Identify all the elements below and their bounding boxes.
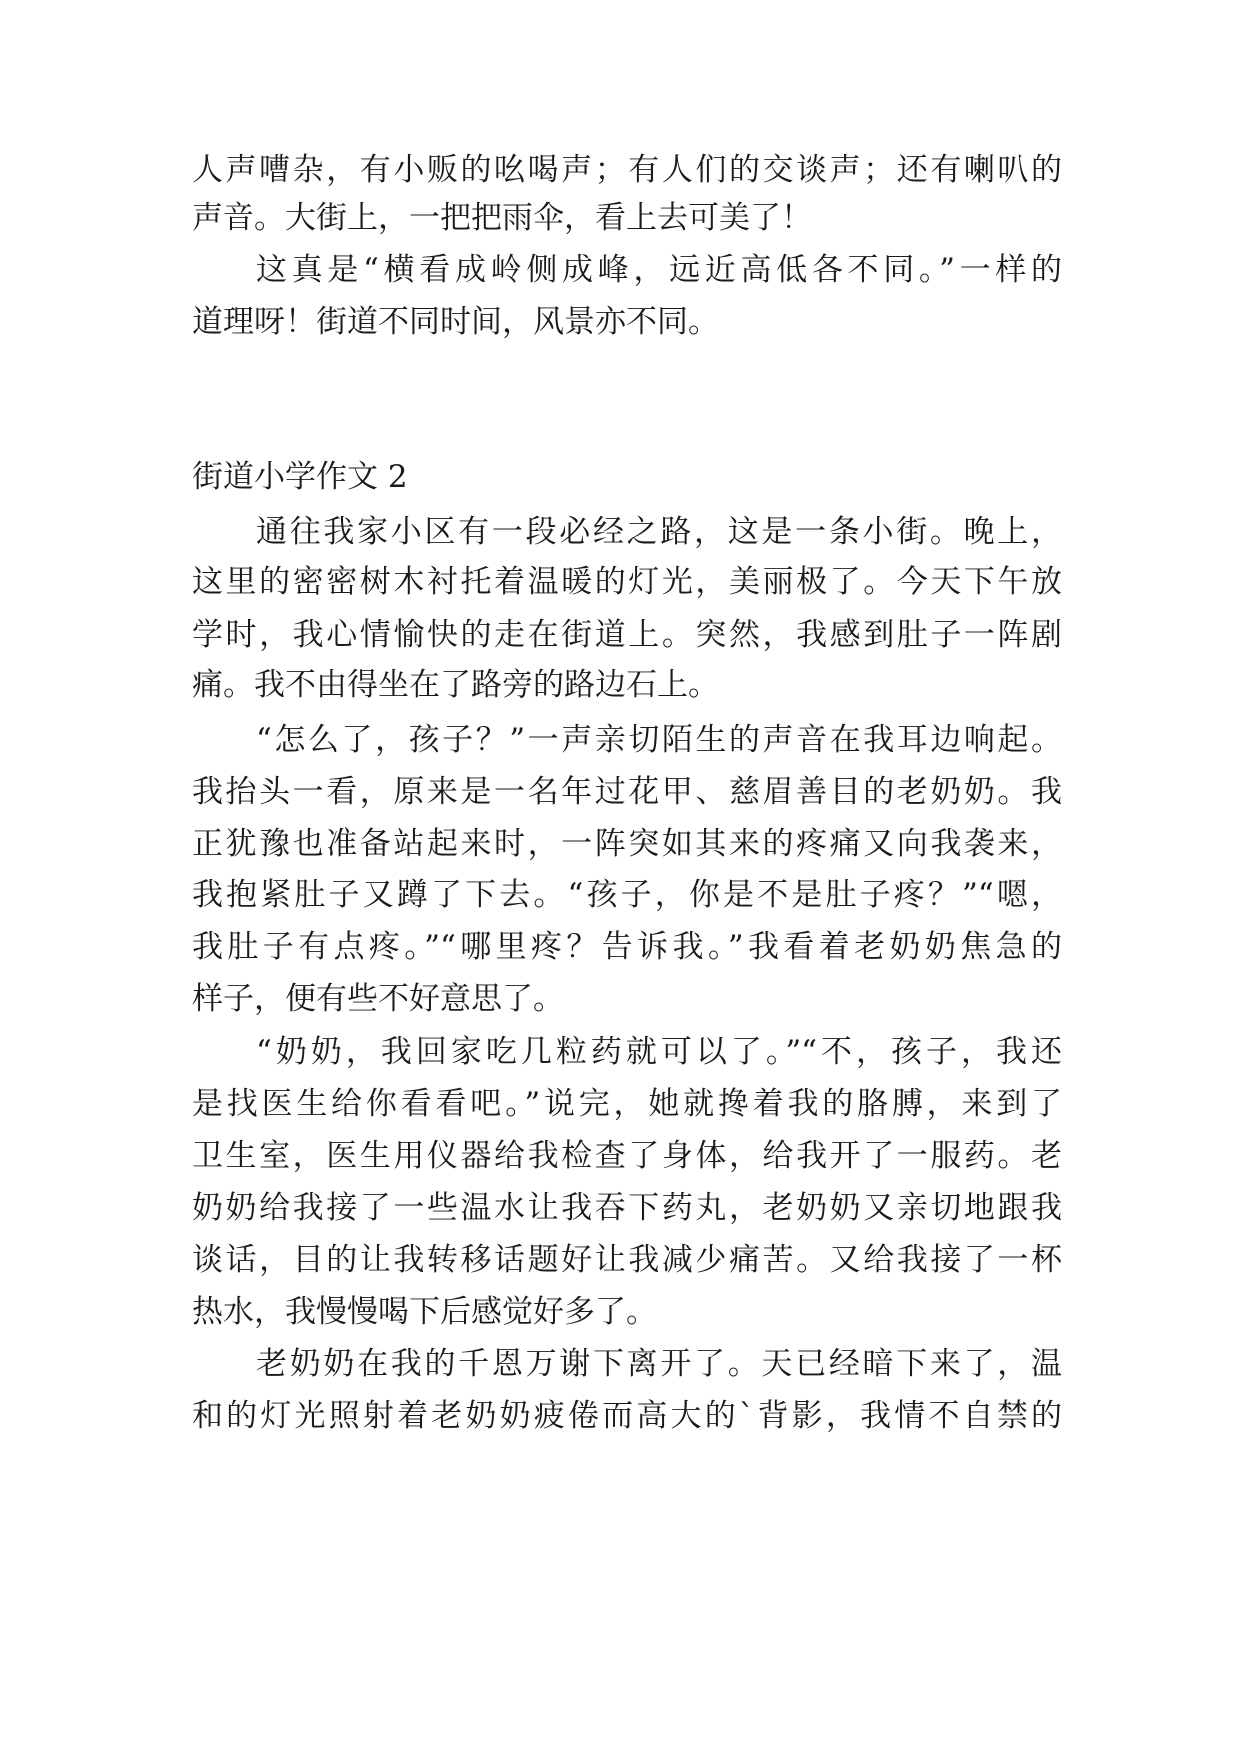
text-line: 是找医生给你看看吧。”说完，她就搀着我的胳膊，来到了 <box>192 1086 1062 1122</box>
text-line: 热水，我慢慢喝下后感觉好多了。 <box>192 1294 657 1330</box>
text-line: 声音。大街上，一把把雨伞，看上去可美了！ <box>192 200 812 236</box>
text-line: 和的灯光照射着老奶奶疲倦而高大的`背影，我情不自禁的 <box>192 1398 1062 1434</box>
text-line: 我抱紧肚子又蹲了下去。“孩子，你是不是肚子疼？”“嗯， <box>192 877 1062 913</box>
text-line: 学时，我心情愉快的走在街道上。突然，我感到肚子一阵剧 <box>192 617 1062 653</box>
text-line: 这真是“横看成岭侧成峰，远近高低各不同。”一样的 <box>256 252 1062 288</box>
text-line: 这里的密密树木衬托着温暖的灯光，美丽极了。今天下午放 <box>192 564 1062 600</box>
text-line: 痛。我不由得坐在了路旁的路边石上。 <box>192 667 719 703</box>
text-line: 我肚子有点疼。”“哪里疼？告诉我。”我看着老奶奶焦急的 <box>192 929 1062 965</box>
text-line: 样子，便有些不好意思了。 <box>192 981 564 1017</box>
text-line: 谈话，目的让我转移话题好让我减少痛苦。又给我接了一杯 <box>192 1242 1062 1278</box>
text-line: 道理呀！街道不同时间，风景亦不同。 <box>192 304 719 340</box>
text-line: “奶奶，我回家吃几粒药就可以了。”“不，孩子，我还 <box>256 1034 1062 1070</box>
text-line: 我抬头一看，原来是一名年过花甲、慈眉善目的老奶奶。我 <box>192 774 1062 810</box>
text-line: 老奶奶在我的千恩万谢下离开了。天已经暗下来了，温 <box>256 1346 1062 1382</box>
text-line: “怎么了，孩子？”一声亲切陌生的声音在我耳边响起。 <box>256 722 1062 758</box>
text-line: 人声嘈杂，有小贩的吆喝声；有人们的交谈声；还有喇叭的 <box>192 152 1062 188</box>
essay-title: 街道小学作文 2 <box>192 459 408 495</box>
text-line: 奶奶给我接了一些温水让我吞下药丸，老奶奶又亲切地跟我 <box>192 1190 1062 1226</box>
text-line: 卫生室，医生用仪器给我检查了身体，给我开了一服药。老 <box>192 1138 1062 1174</box>
text-line: 正犹豫也准备站起来时，一阵突如其来的疼痛又向我袭来， <box>192 826 1062 862</box>
text-line: 通往我家小区有一段必经之路，这是一条小街。晚上， <box>256 514 1062 550</box>
